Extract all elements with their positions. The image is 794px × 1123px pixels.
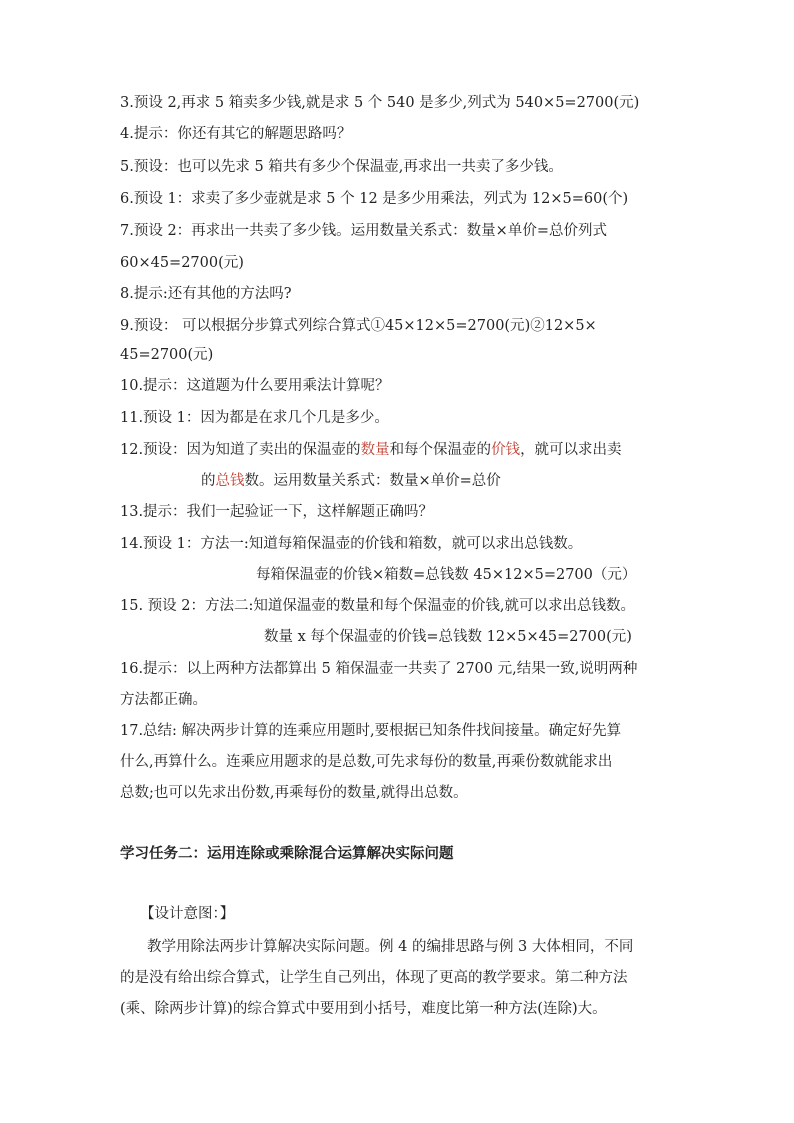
- text-line-16-cont: 方法都正确。: [120, 692, 207, 708]
- text-line-6: 6.预设 1：求卖了多少壶就是求 5 个 12 是多少用乘法，列式为 12×5=60(个): [120, 191, 629, 207]
- text-segment: 和每个保温壶的: [389, 442, 492, 458]
- text-line-14-formula: 每箱保温壶的价钱×箱数=总钱数 45×12×5=2700（元）: [256, 567, 637, 583]
- text-line-11: 11.预设 1：因为都是在求几个几是多少。: [120, 410, 389, 426]
- text-line-17: 17.总结: 解决两步计算的连乘应用题时,要根据已知条件找间接量。确定好先算: [120, 723, 622, 739]
- text-line-10: 10.提示：这道题为什么要用乘法计算呢？: [120, 378, 390, 394]
- highlight-quantity: 数量: [360, 442, 390, 458]
- design-paragraph-line-2: 的是没有给出综合算式，让学生自己列出，体现了更高的教学要求。第二种方法: [120, 970, 628, 986]
- text-line-9: 9.预设： 可以根据分步算式列综合算式①45×12×5=2700(元)②12×5×: [120, 318, 597, 334]
- text-segment: 数。运用数量关系式：数量×单价=总价: [244, 473, 501, 489]
- text-line-12: [120, 440, 622, 460]
- text-line-17-cont: 什么,再算什么。连乘应用题求的是总数,可先求每份的数量,再乘份数就能求出: [120, 754, 613, 770]
- text-line-3: 3.预设 2,再求 5 箱卖多少钱,就是求 5 个 540 是多少,列式为 540×5=2700(元): [120, 95, 640, 111]
- highlight-total: 总钱: [215, 473, 245, 489]
- design-intent-label: 【设计意图：】: [140, 906, 235, 922]
- text-line-16: 16.提示：以上两种方法都算出 5 箱保温壶一共卖了 2700 元,结果一致,说明两种: [120, 661, 638, 677]
- text-line-15-formula: 数量 x 每个保温壶的价钱=总钱数 12×5×45=2700(元): [264, 629, 632, 645]
- design-paragraph-line-3: (乘、除两步计算)的综合算式中要用到小括号，难度比第一种方法(连除)大。: [120, 1001, 607, 1017]
- section-heading: 学习任务二：运用连除或乘除混合运算解决实际问题: [120, 845, 454, 862]
- text-line-7: 7.预设 2：再求出一共卖了多少钱。运用数量关系式：数量×单价=总价列式: [120, 223, 607, 239]
- text-line-4: 4.提示：你还有其它的解题思路吗？: [120, 126, 352, 142]
- text-line-9-cont: 45=2700(元): [120, 347, 214, 363]
- text-line-8: 8.提示:还有其他的方法吗?: [120, 286, 292, 302]
- text-line-7-cont: 60×45=2700(元): [120, 255, 244, 271]
- text-line-14: 14.预设 1：方法一:知道每箱保温壶的价钱和箱数，就可以求出总钱数。: [120, 536, 583, 552]
- text-line-5: 5.预设：也可以先求 5 箱共有多少个保温壶,再求出一共卖了多少钱。: [120, 159, 563, 175]
- text-line-17-cont2: 总数;也可以先求出份数,再乘每份的数量,就得出总数。: [120, 785, 468, 801]
- text-line-12-cont: [201, 471, 501, 491]
- text-segment: 的: [201, 473, 216, 489]
- highlight-price: 价钱: [491, 442, 521, 458]
- text-line-15: 15. 预设 2：方法二:知道保温壶的数量和每个保温壶的价钱,就可以求出总钱数。: [120, 598, 635, 614]
- text-segment: 12.预设：因为知道了卖出的保温壶的: [120, 442, 361, 458]
- text-line-13: 13.提示：我们一起验证一下，这样解题正确吗？: [120, 504, 434, 520]
- design-paragraph-line-1: 教学用除法两步计算解决实际问题。例 4 的编排思路与例 3 大体相同，不同: [147, 939, 634, 955]
- text-segment: ，就可以求出卖: [520, 442, 622, 458]
